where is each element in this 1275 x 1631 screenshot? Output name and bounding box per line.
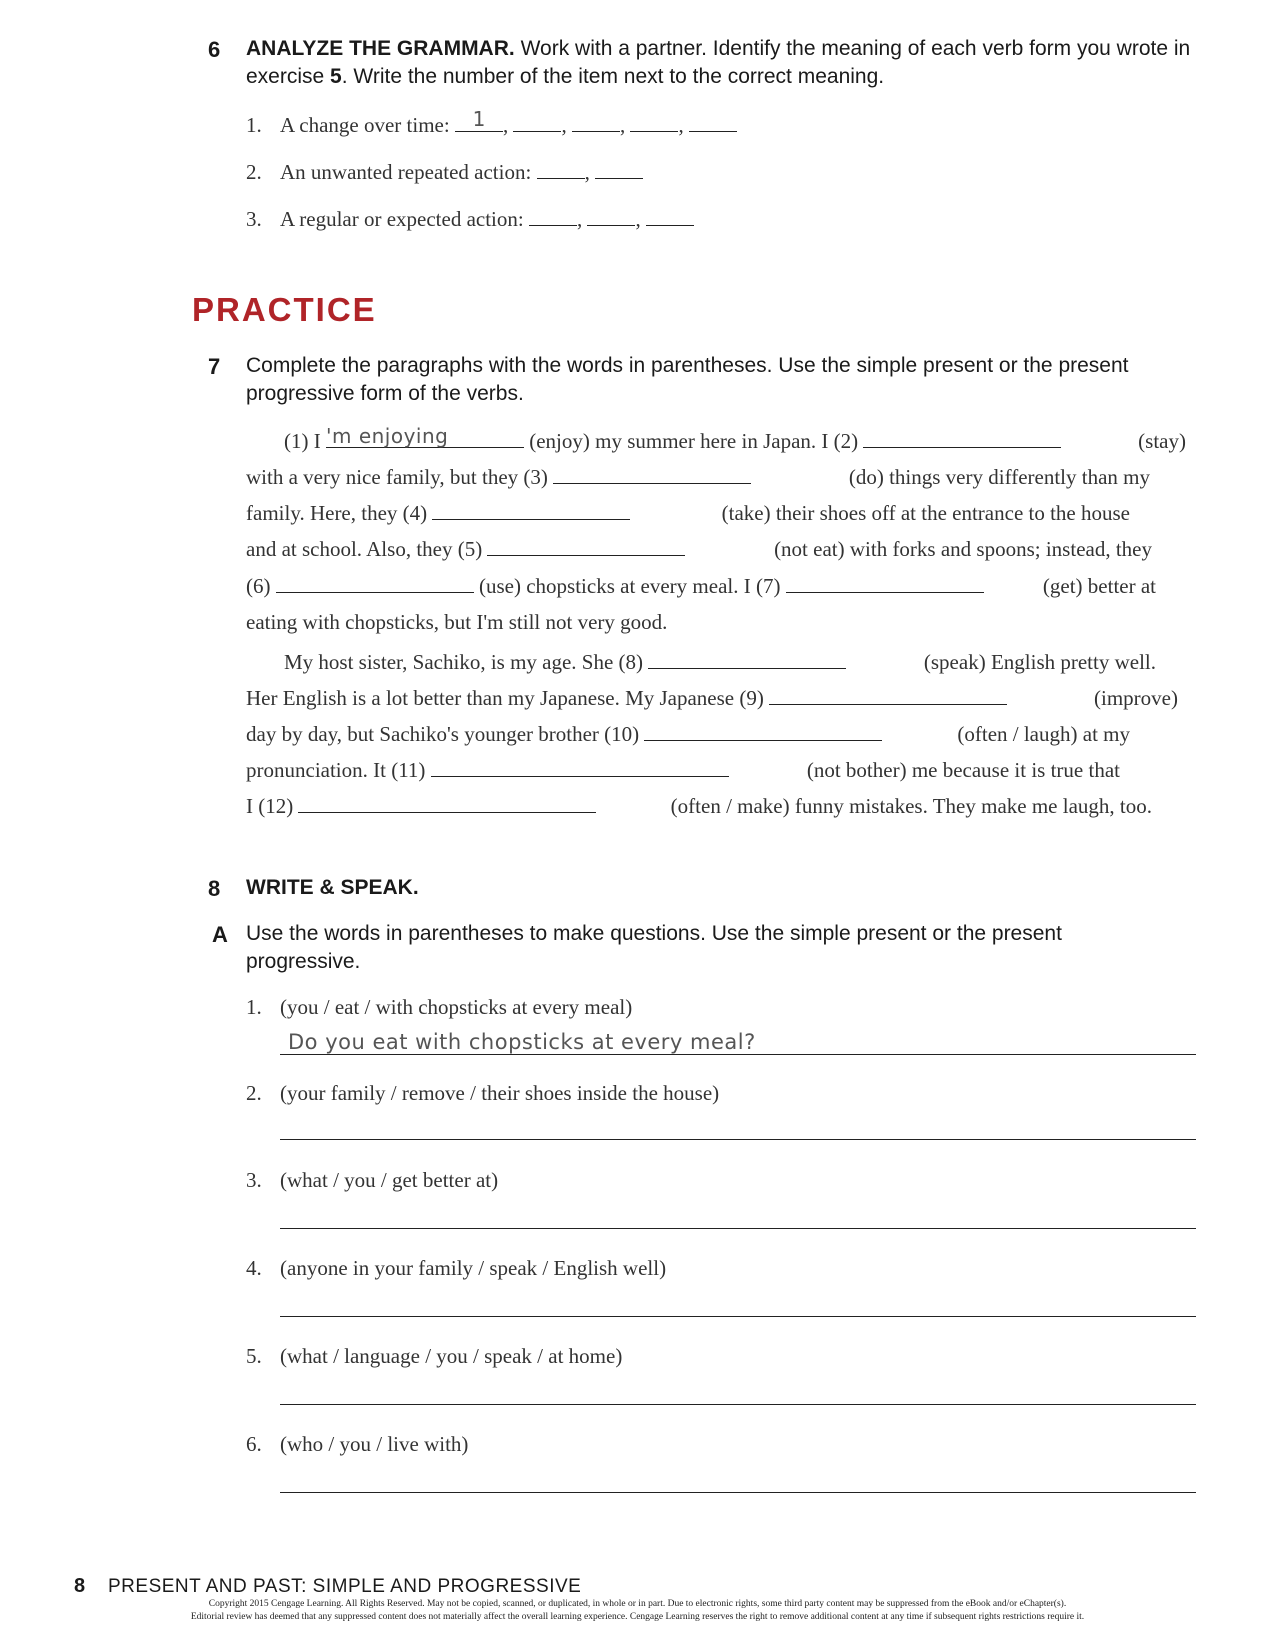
question-prompt: 3. (what / you / get better at) (246, 1168, 499, 1192)
question-prompt: 1. (you / eat / with chopsticks at every meal) (246, 995, 633, 1019)
question-prompt: 2. (your family / remove / their shoes inside the house) (246, 1081, 720, 1105)
answer-blank[interactable]: 'm enjoying (326, 429, 524, 448)
answer-blank[interactable] (648, 650, 846, 669)
page-number: 8 (74, 1575, 86, 1597)
answer-blank[interactable] (537, 158, 585, 179)
answer-blank[interactable] (644, 722, 882, 741)
exercise-instruction: ANALYZE THE GRAMMAR. Work with a partner. Identify the meaning of each verb form you wrote in exercise 5. Write the number of the item next to the correct meaning. (246, 37, 1191, 88)
paragraph-line: family. Here, they (4) (take) their shoes off at the entrance to the house (246, 501, 1130, 525)
answer-blank[interactable] (646, 205, 694, 226)
paragraph-line: day by day, but Sachiko's younger brother (10) (often / laugh) at my (246, 722, 1130, 746)
answer-line[interactable] (280, 1204, 1196, 1229)
meaning-item: 3. A regular or expected action: , , (246, 205, 694, 232)
paragraph-line: I (12) (often / make) funny mistakes. They make me laugh, too. (246, 794, 1152, 818)
part-letter: A (212, 922, 228, 947)
part-instruction: Use the words in parentheses to make questions. Use the simple present or the present progressive. (246, 922, 1062, 973)
answer-blank[interactable] (863, 429, 1061, 448)
answer-blank[interactable] (630, 111, 678, 132)
exercise-instruction: Complete the paragraphs with the words in parentheses. Use the simple present or the present progressive form of the verbs. (246, 354, 1129, 405)
section-heading: PRACTICE (192, 291, 377, 328)
answer-blank[interactable] (595, 158, 643, 179)
answer-blank[interactable] (432, 501, 630, 520)
answer-blank[interactable] (587, 205, 635, 226)
exercise-title: WRITE & SPEAK. (246, 876, 419, 899)
answer-line[interactable] (280, 1115, 1196, 1140)
answer-blank[interactable] (276, 574, 474, 593)
exercise-number: 7 (208, 354, 221, 379)
copyright-line: Copyright 2015 Cengage Learning. All Rights Reserved. May not be copied, scanned, or duplicated, in whole or in part. Due to electronic rights, some third party content may be suppressed from the eBook and/or eChapter(s). (208, 1599, 1067, 1609)
paragraph-line: Her English is a lot better than my Japanese. My Japanese (9) (improve) (246, 686, 1178, 710)
meaning-item: 1. A change over time: 1 , , , , (246, 111, 737, 138)
answer-blank[interactable] (553, 465, 751, 484)
exercise-title: ANALYZE THE GRAMMAR. (246, 37, 515, 60)
question-prompt: 5. (what / language / you / speak / at home) (246, 1344, 623, 1368)
exercise-number: 6 (208, 37, 221, 62)
answer-blank[interactable] (513, 111, 561, 132)
answer-line[interactable]: Do you eat with chopsticks at every meal? (280, 1030, 1196, 1055)
paragraph-line: (1) I 'm enjoying (enjoy) my summer here in Japan. I (2) (stay) (284, 424, 1186, 453)
answer-line[interactable] (280, 1380, 1196, 1405)
exercise-number: 8 (208, 876, 221, 901)
question-prompt: 6. (who / you / live with) (246, 1432, 469, 1456)
answer-blank[interactable] (786, 574, 984, 593)
paragraph-line: eating with chopsticks, but I'm still not very good. (246, 610, 668, 634)
answer-blank[interactable] (572, 111, 620, 132)
answer-blank[interactable]: 1 (455, 111, 503, 132)
paragraph-line: pronunciation. It (11) (not bother) me because it is true that (246, 758, 1120, 782)
paragraph-line: with a very nice family, but they (3) (do) things very differently than my (246, 465, 1150, 489)
copyright-line: Editorial review has deemed that any suppressed content does not materially affect the overall learning experience. Cengage Learning reserves the right to remove additional content at any time if subsequent rights restrictions require it. (190, 1612, 1085, 1622)
answer-blank[interactable] (487, 537, 685, 556)
answer-blank[interactable] (529, 205, 577, 226)
question-prompt: 4. (anyone in your family / speak / English well) (246, 1256, 667, 1280)
answer-blank[interactable] (689, 111, 737, 132)
answer-line[interactable] (280, 1468, 1196, 1493)
meaning-item: 2. An unwanted repeated action: , (246, 158, 643, 185)
answer-blank[interactable] (431, 758, 729, 777)
answer-blank[interactable] (298, 794, 596, 813)
paragraph-line: (6) (use) chopsticks at every meal. I (7) (get) better at (246, 574, 1156, 598)
answer-blank[interactable] (769, 686, 1007, 705)
paragraph-line: and at school. Also, they (5) (not eat) with forks and spoons; instead, they (246, 537, 1152, 561)
paragraph-line: My host sister, Sachiko, is my age. She (8) (speak) English pretty well. (284, 650, 1156, 674)
answer-line[interactable] (280, 1292, 1196, 1317)
chapter-title: PRESENT AND PAST: SIMPLE AND PROGRESSIVE (108, 1576, 582, 1597)
